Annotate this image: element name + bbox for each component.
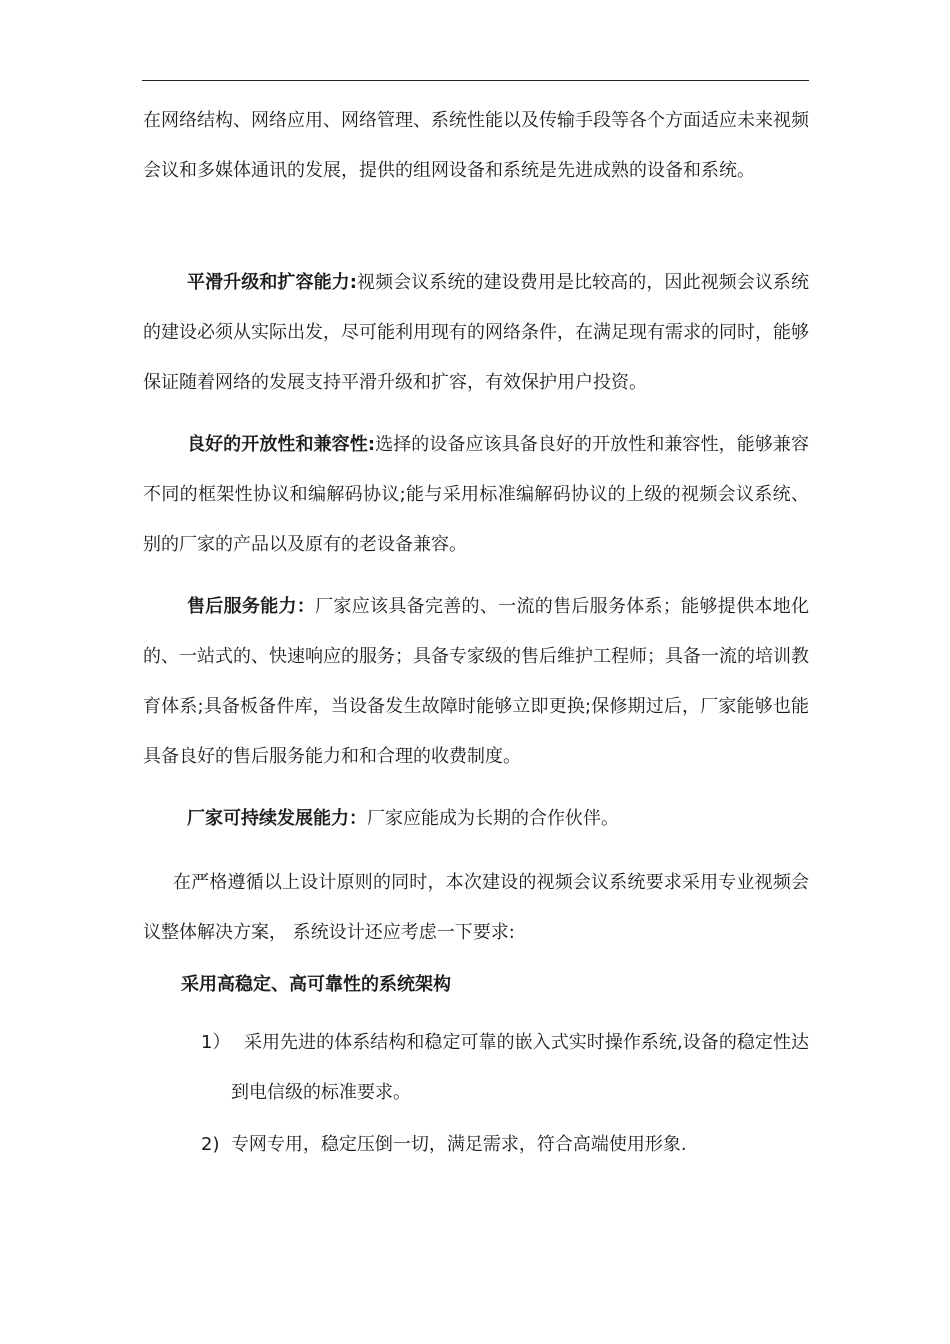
list-item (201, 1120, 687, 1170)
list-item-number: 2) (201, 1134, 220, 1155)
paragraph-text: 视频会议系统的建设费用是比较高的，因此视频会议系统的建设必须从实际出发，尽可能利用现有的网络条件，在满足现有需求的同时，能够保证随着网络的发展支持平滑升级和扩容，有效保护用户投资。 (143, 272, 810, 393)
header-rule (142, 80, 809, 81)
paragraph-sustainability (143, 794, 809, 844)
paragraph-after-sales (143, 582, 809, 782)
paragraph-text: 选择的设备应该具备良好的开放性和兼容性，能够兼容不同的框架性协议和编解码协议;能与采用标准编解码协议的上级的视频会议系统、别的厂家的产品以及原有的老设备兼容。 (143, 434, 810, 555)
paragraph-compatibility (143, 420, 809, 570)
paragraph-label: 售后服务能力： (187, 596, 316, 617)
section-heading: 采用高稳定、高可靠性的系统架构 (181, 974, 451, 995)
paragraph-label: 厂家可持续发展能力： (187, 808, 367, 829)
paragraph-text: 厂家应该具备完善的、一流的售后服务体系；能够提供本地化的、一站式的、快速响应的服务；具备专家级的售后维护工程师；具备一流的培训教育体系;具备板备件库，当设备发生故障时能够立即更换;保修期过后，厂家能够也能具备良好的售后服务能力和和合理的收费制度。 (143, 596, 810, 767)
paragraph-text: 厂家应能成为长期的合作伙伴。 (367, 808, 619, 829)
paragraph-upgrade (143, 258, 809, 408)
paragraph-intro: 在网络结构、网络应用、网络管理、系统性能以及传输手段等各个方面适应未来视频会议和多媒体通讯的发展，提供的组网设备和系统是先进成熟的设备和系统。 (143, 110, 809, 181)
paragraph-requirements: 在严格遵循以上设计原则的同时，本次建设的视频会议系统要求采用专业视频会议整体解决方案， 系统设计还应考虑一下要求: (143, 872, 809, 943)
paragraph-label: 良好的开放性和兼容性: (187, 434, 376, 455)
paragraph-label: 平滑升级和扩容能力: (187, 272, 357, 293)
list-item-text: 采用先进的体系结构和稳定可靠的嵌入式实时操作系统,设备的稳定性达到电信级的标准要求。 (231, 1032, 809, 1103)
list-item-number: 1） (201, 1032, 231, 1053)
list-item-text: 专网专用，稳定压倒一切，满足需求，符合高端使用形象. (230, 1134, 687, 1155)
